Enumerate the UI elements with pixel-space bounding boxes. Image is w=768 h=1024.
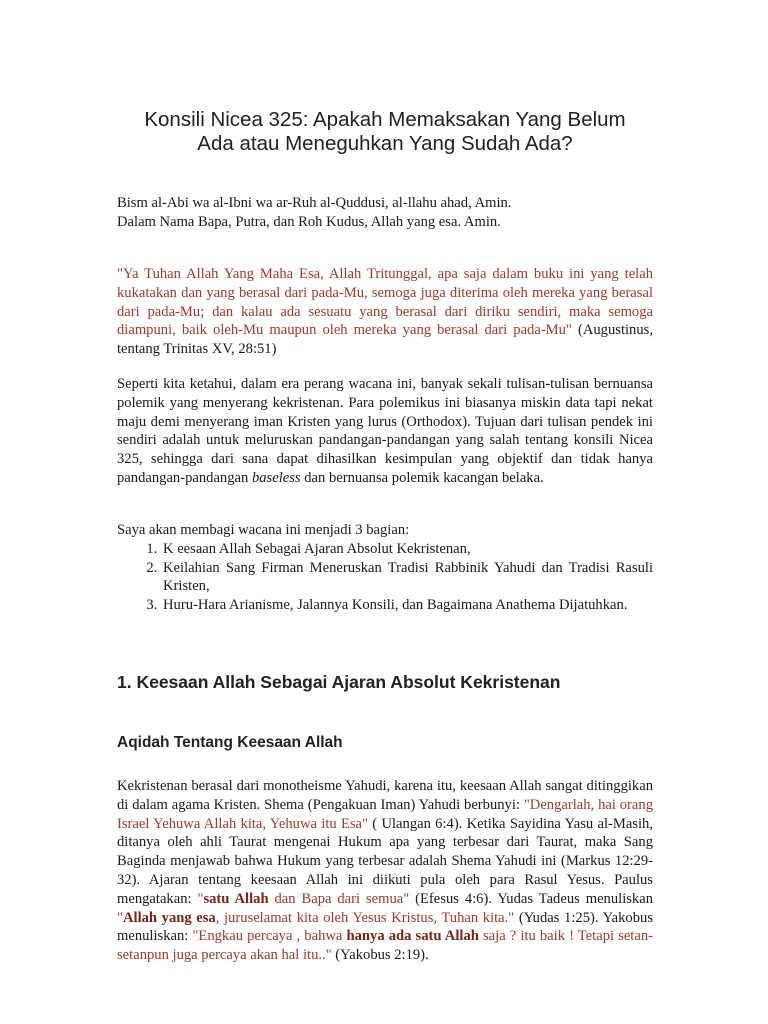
yakobus-quote-open: "Engkau percaya , bahwa bbox=[192, 928, 347, 945]
yakobus-quote-bold: hanya ada satu Allah bbox=[346, 928, 479, 945]
yudas-quote-bold: Allah yang esa bbox=[122, 909, 216, 926]
invocation-line-2: Dalam Nama Bapa, Putra, dan Roh Kudus, Allah yang esa. Amin. bbox=[117, 213, 501, 230]
invocation bbox=[117, 194, 653, 232]
invocation-line-1: Bism al-Abi wa al-Ibni wa ar-Ruh al-Quddusi, al-llahu ahad, Amin. bbox=[117, 195, 512, 211]
yudas-quote-rest: , juruselamat kita oleh Yesus Kristus, Tuhan kita." bbox=[215, 909, 515, 926]
intro-paragraph bbox=[117, 375, 653, 488]
title-line-1: Konsili Nicea 325: Apakah Memaksakan Yang Belum bbox=[144, 108, 626, 131]
quote-text: "Ya Tuhan Allah Yang Maha Esa, Allah Tritunggal, apa saja dalam buku ini yang telah kukatakan dan yang berasal dari pada-Mu, semoga juga diterima oleh mereka yang berasal dari pada-Mu; dan kalau ada sesuatu yang berasal dari diriku sendiri, maka semoga diampuni, baik oleh-Mu maupun oleh mereka yang berasal dari pada-Mu" bbox=[117, 266, 653, 339]
yakobus-quote-rest: saja ? itu baik ! Tetapi setan-setanpun juga percaya akan hal itu.." bbox=[117, 928, 653, 964]
outline-item: 2. Keilahian Sang Firman Meneruskan Tradisi Rabbinik Yahudi dan Tradisi Rasuli Kristen, bbox=[161, 559, 653, 597]
quote-source: (Augustinus, tentang Trinitas XV, 28:51) bbox=[117, 322, 653, 358]
outline-item: 3. Huru-Hara Arianisme, Jalannya Konsili, dan Bagaimana Anathema Dijatuhkan. bbox=[161, 596, 653, 615]
body-text-2: ( Ulangan 6:4). Ketika Sayidina Yasu al-Masih, ditanya oleh ahli Taurat mengenai Hukum apa yang terbesar dari Taurat, maka Sang Baginda menjawab bahwa Hukum yang terbesar adalah Shema Yahudi ini (Markus 12:29-32). Ajaran tentang keesaan Allah ini diikuti pula oleh para Rasul Yesus. Paulus mengatakan: bbox=[117, 815, 653, 907]
intro-text-a: Seperti kita ketahui, dalam era perang wacana ini, banyak sekali tulisan-tulisan bernuansa polemik yang menyerang kekristenan. Para polemikus ini biasanya miskin data tapi nekat maju demi menyerang iman Kristen yang lurus (Orthodox). Tujuan dari tulisan pendek ini sendiri adalah untuk meluruskan pandangan-pandangan yang salah tentang konsili Nicea 325, sehingga dari sana dapat dihasilkan kesimpulan yang objektif dan tidak hanya pandangan-pandangan bbox=[117, 376, 653, 486]
section-heading: 1. Keesaan Allah Sebagai Ajaran Absolut Kekristenan bbox=[117, 672, 561, 692]
subsection-heading: Aqidah Tentang Keesaan Allah bbox=[117, 734, 343, 751]
efesus-quote-bold: satu Allah bbox=[203, 890, 269, 907]
efesus-quote bbox=[197, 891, 409, 907]
efesus-quote-open: " bbox=[197, 890, 204, 907]
shema-quote: "Dengarlah, hai orang Israel Yehuwa Allah kita, Yehuwa itu Esa" bbox=[117, 796, 653, 832]
yudas-quote-open: " bbox=[117, 909, 123, 926]
outline-item: 1. K eesaan Allah Sebagai Ajaran Absolut Kekristenan, bbox=[161, 540, 653, 559]
body-text-4: (Yudas 1:25). Yakobus menuliskan: bbox=[117, 909, 653, 945]
body-paragraph bbox=[117, 777, 653, 965]
yudas-quote bbox=[117, 910, 514, 926]
intro-text-b: dan bernuansa polemik kacangan belaka. bbox=[300, 469, 544, 486]
title-line-2: Ada atau Meneguhkan Yang Sudah Ada? bbox=[197, 132, 573, 155]
outline-intro: Saya akan membagi wacana ini menjadi 3 bagian: bbox=[117, 522, 410, 538]
page-title bbox=[107, 108, 663, 156]
body-text-1: Kekristenan berasal dari monotheisme Yahudi, karena itu, keesaan Allah sangat ditinggikan di dalam agama Kristen. Shema (Pengakuan Iman) Yahudi berbunyi: bbox=[117, 778, 653, 813]
outline bbox=[117, 521, 653, 615]
intro-italic: baseless bbox=[251, 469, 301, 486]
body-text-3: (Efesus 4:6). Yudas Tadeus menuliskan bbox=[409, 890, 653, 907]
efesus-quote-rest: dan Bapa dari semua" bbox=[268, 890, 410, 907]
augustine-quote bbox=[117, 265, 653, 359]
outline-list bbox=[117, 540, 653, 615]
body-text-5: (Yakobus 2:19). bbox=[331, 947, 429, 964]
